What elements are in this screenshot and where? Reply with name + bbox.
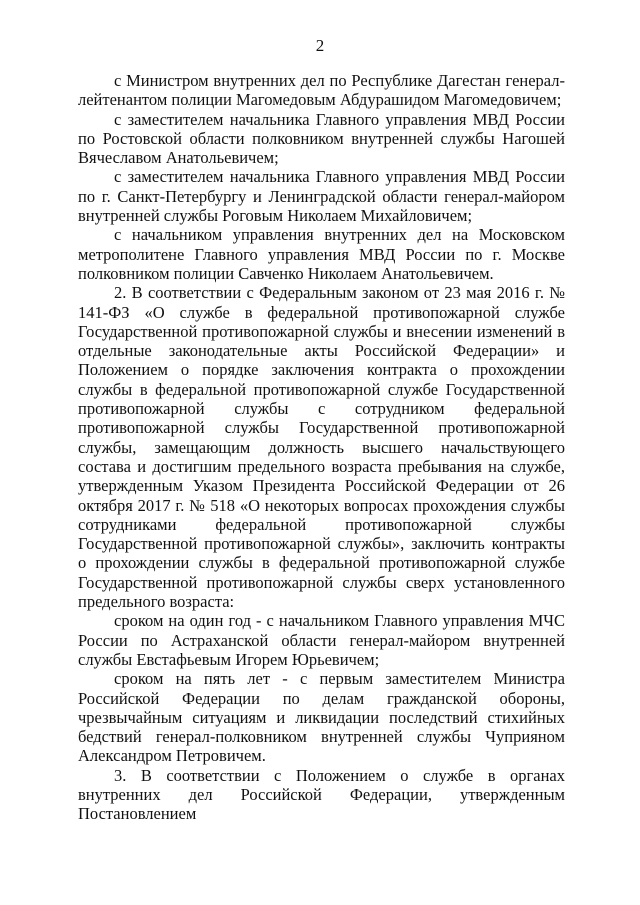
paragraph-item-2: 2. В соответствии с Федеральным законом от 23 мая 2016 г. № 141-ФЗ «О службе в федеральной противопожарной службе Государственной противопожарной службы и внесении изменений в отдельные законодательные акты Российской Федерации» и Положением о порядке заключения контракта о прохождении службы в федеральной противопожарной службе Государственной противопожарной службы с сотрудником федеральной противопожарной службы Государственной противопожарной службы, замещающим должность высшего начальствующего состава и достигшим предельного возраста пребывания на службе, утвержденным Указом Президента Российской Федерации от 26 октября 2017 г. № 518 «О некоторых вопросах прохождения службы сотрудниками федеральной противопожарной службы Государственной противопожарной службы», заключить контракты о прохождении службы в федеральной противопожарной службе Государственной противопожарной службы сверх установленного предельного возраста:: [78, 283, 565, 612]
document-body: [78, 71, 565, 824]
paragraph-saint-petersburg: с заместителем начальника Главного управления МВД России по г. Санкт-Петербургу и Ленинградской области генерал-майором внутренней службы Роговым Николаем Михайловичем;: [78, 167, 565, 226]
paragraph-one-year-term: сроком на один год - с начальником Главного управления МЧС России по Астраханской области генерал-майором внутренней службы Евстафьевым Игорем Юрьевичем;: [78, 611, 565, 669]
paragraph-moscow-metro: с начальником управления внутренних дел на Московском метрополитене Главного управления МВД России по г. Москве полковником полиции Савченко Николаем Анатольевичем.: [78, 225, 565, 283]
paragraph-rostov: с заместителем начальника Главного управления МВД России по Ростовской области полковником внутренней службы Нагошей Вячеславом Анатольевичем;: [78, 109, 565, 168]
paragraph-item-3: 3. В соответствии с Положением о службе в органах внутренних дел Российской Федерации, утвержденным Постановлением: [78, 765, 565, 824]
paragraph-dagestan: с Министром внутренних дел по Республике Дагестан генерал-лейтенантом полиции Магомедовым Абдурашидом Магомедовичем;: [78, 71, 565, 110]
paragraph-five-year-term: сроком на пять лет - с первым заместителем Министра Российской Федерации по делам гражданской обороны, чрезвычайным ситуациям и ликвидации последствий стихийных бедствий генерал-полковником внутренней службы Чуприяном Александром Петровичем.: [78, 669, 565, 766]
page-number: 2: [315, 36, 325, 55]
